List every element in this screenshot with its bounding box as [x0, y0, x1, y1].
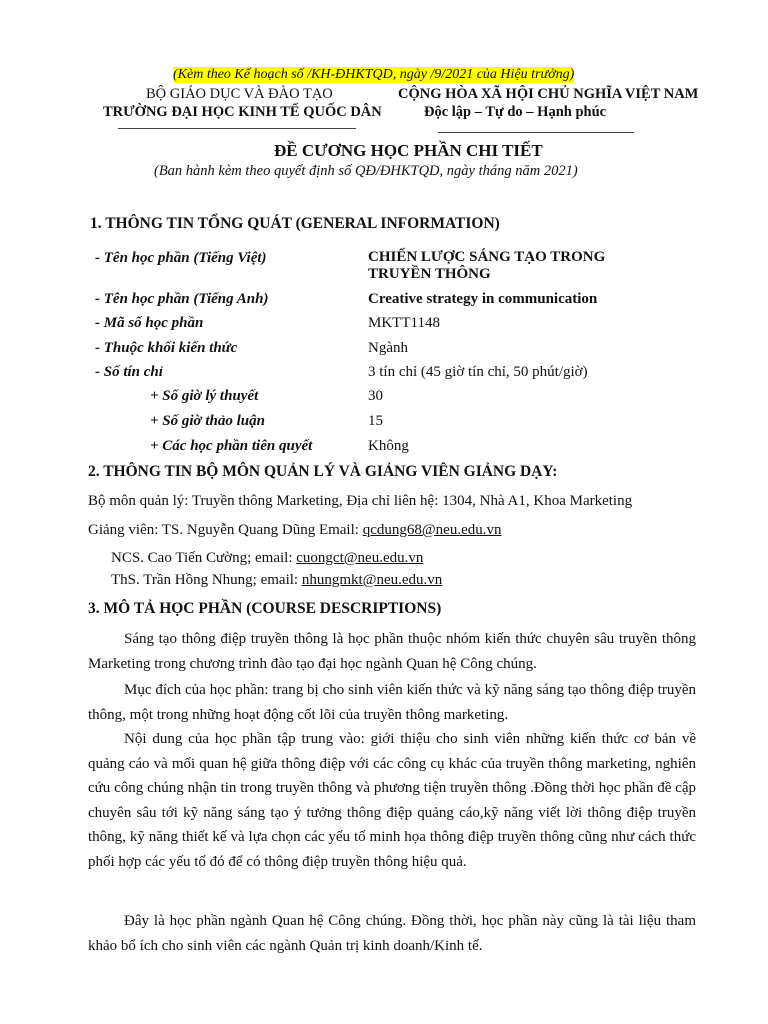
- row-value-prerequisites: Không: [368, 438, 409, 454]
- row-label-en-name: - Tên học phần (Tiếng Anh): [95, 291, 269, 307]
- country-name: CỘNG HÒA XÃ HỘI CHỦ NGHĨA VIỆT NAM: [398, 86, 699, 102]
- row-label-theory-hours: + Số giờ lý thuyết: [150, 388, 259, 404]
- row-label-code: - Mã số học phần: [95, 315, 204, 331]
- row-label-vn-name: - Tên học phần (Tiếng Việt): [95, 250, 267, 266]
- section1-heading: 1. THÔNG TIN TỔNG QUÁT (GENERAL INFORMATION): [90, 215, 500, 232]
- university-name: TRƯỜNG ĐẠI HỌC KINH TẾ QUỐC DÂN: [103, 104, 382, 120]
- row-value-discussion-hours: 15: [368, 413, 383, 429]
- row-value-knowledge-block: Ngành: [368, 340, 408, 356]
- row-value-vn-name-line1: CHIẾN LƯỢC SÁNG TẠO TRONG: [368, 249, 606, 265]
- row-value-theory-hours: 30: [368, 388, 383, 404]
- section3-heading: 3. MÔ TẢ HỌC PHẦN (COURSE DESCRIPTIONS): [88, 600, 442, 617]
- national-motto: Độc lập – Tự do – Hạnh phúc: [424, 104, 607, 120]
- dept-info: Bộ môn quản lý: Truyền thông Marketing, Địa chỉ liên hệ: 1304, Nhà A1, Khoa Marketing: [88, 493, 633, 509]
- ncs-email-link[interactable]: cuongct@neu.edu.vn: [296, 550, 424, 566]
- row-value-code: MKTT1148: [368, 315, 440, 331]
- lecturer-email-link[interactable]: qcdung68@neu.edu.vn: [362, 522, 502, 538]
- row-value-vn-name-line2: TRUYỀN THÔNG: [368, 266, 491, 282]
- row-label-credits: - Số tín chỉ: [95, 364, 163, 380]
- plan-note: (Kèm theo Kế hoạch số /KH-ĐHKTQD, ngày /9/2021 của Hiệu trưởng): [173, 67, 575, 82]
- row-label-prerequisites: + Các học phần tiên quyết: [150, 438, 313, 454]
- lecturer-line: [88, 522, 501, 539]
- ncs-text: NCS. Cao Tiến Cường; email:: [111, 550, 297, 566]
- left-underline: [118, 128, 356, 129]
- right-underline: [438, 132, 634, 133]
- description-paragraph-1: Sáng tạo thông điệp truyền thông là học phần thuộc nhóm kiến thức chuyên sâu truyền thông Marketing trong chương trình đào tạo đại học ngành Quan hệ Công chúng.: [88, 631, 696, 672]
- row-value-credits: 3 tín chỉ (45 giờ tín chỉ, 50 phút/giờ): [368, 364, 588, 380]
- lecturer-text: Giảng viên: TS. Nguyễn Quang Dũng Email:: [88, 522, 363, 538]
- row-label-knowledge-block: - Thuộc khối kiến thức: [95, 340, 238, 356]
- description-paragraph-4: Đây là học phần ngành Quan hệ Công chúng. Đồng thời, học phần này cũng là tài liệu tham khảo bổ ích cho sinh viên các ngành Quản trị kinh doanh/Kinh tế.: [88, 913, 696, 954]
- description-paragraph-3: Nội dung của học phần tập trung vào: giới thiệu cho sinh viên những kiến thức cơ bản về quảng cáo và mối quan hệ giữa thông điệp với các công cụ khác của truyền thông marketing, nghiên cứu công chúng nhận tin trong truyền thông và phương tiện truyền thông .Đồng thời học phần đề cập chuyên sâu tới kỹ năng sáng tạo ý tưởng thông điệp quảng cáo,kỹ năng viết lời thông điệp truyền thông, kỹ năng thiết kế và lựa chọn các yếu tố minh họa thông điệp truyền thông cũng như cách thức phối hợp các yếu tố đó để có thông điệp truyền thông hiệu quả.: [88, 731, 696, 870]
- row-value-en-name: Creative strategy in communication: [368, 291, 598, 307]
- page-title: ĐỀ CƯƠNG HỌC PHẦN CHI TIẾT: [274, 141, 543, 160]
- ths-line: [111, 572, 442, 589]
- description-paragraph-2: Mục đích của học phần: trang bị cho sinh viên kiến thức và kỹ năng sáng tạo thông điệp truyền thông, một trong những hoạt động cốt lõi của truyền thông marketing.: [88, 682, 696, 723]
- ministry-name: BỘ GIÁO DỤC VÀ ĐÀO TẠO: [146, 86, 333, 102]
- ncs-line: [111, 550, 423, 567]
- row-label-discussion-hours: + Số giờ thảo luận: [150, 413, 265, 429]
- ths-email-link[interactable]: nhungmkt@neu.edu.vn: [301, 572, 443, 588]
- page-subtitle: (Ban hành kèm theo quyết định số QĐ/ĐHKTQD, ngày tháng năm 2021): [154, 163, 578, 179]
- ths-text: ThS. Trần Hồng Nhung; email:: [111, 572, 302, 588]
- section2-heading: 2. THÔNG TIN BỘ MÔN QUẢN LÝ VÀ GIẢNG VIÊN GIẢNG DẠY:: [88, 463, 558, 480]
